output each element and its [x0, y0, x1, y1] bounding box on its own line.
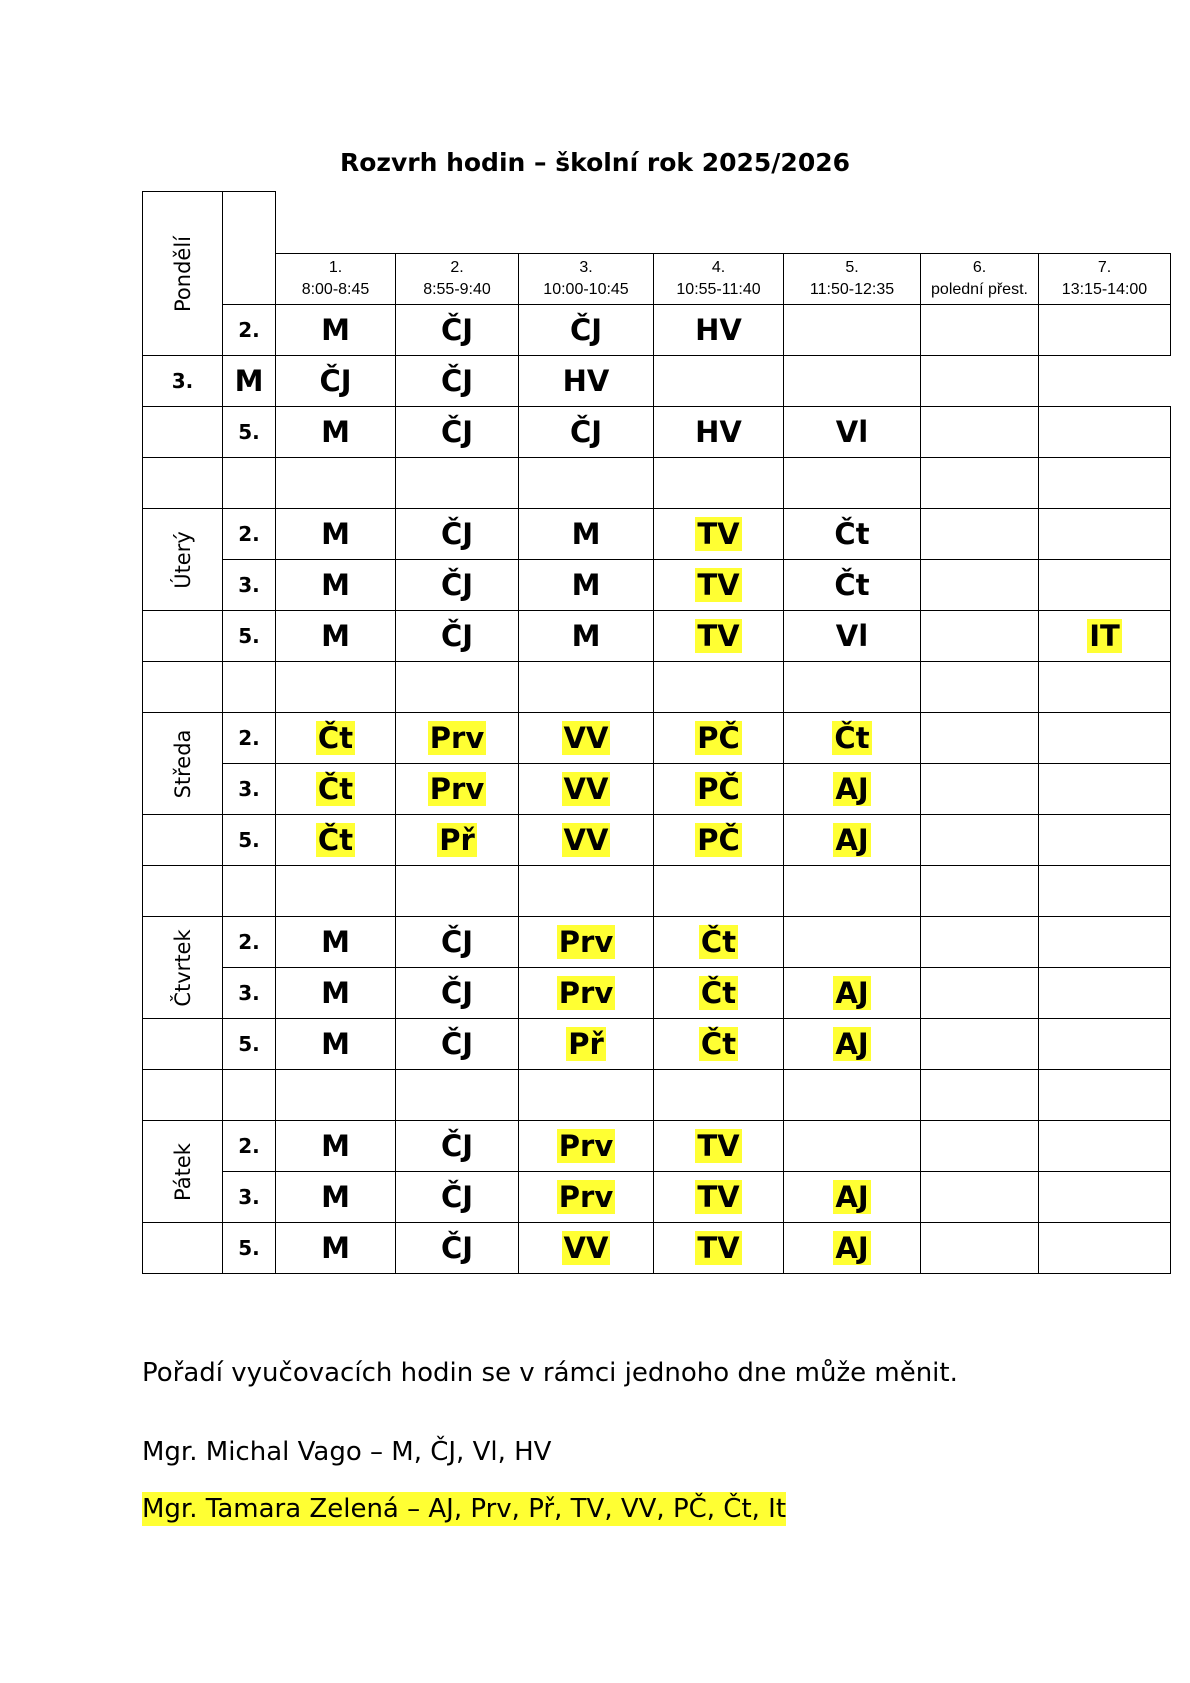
lesson-row: [143, 764, 1171, 815]
lesson-cell: [396, 1172, 519, 1223]
lesson-cell: [921, 917, 1039, 968]
lesson-cell: [784, 611, 921, 662]
lesson-cell: [784, 815, 921, 866]
subject-label: PČ: [697, 721, 740, 755]
lesson-cell: [1039, 611, 1171, 662]
gap-cell: [921, 1070, 1039, 1121]
subject-label: M: [321, 1027, 350, 1061]
lesson-row: [143, 1019, 1171, 1070]
lesson-cell: [396, 509, 519, 560]
subject-label: Prv: [558, 976, 614, 1010]
subject-label: M: [571, 568, 601, 602]
lesson-cell: [519, 356, 654, 407]
lesson-cell: [921, 815, 1039, 866]
lesson-cell: [396, 764, 519, 815]
period-header: [921, 254, 1039, 305]
grade-cell: 3.: [223, 764, 276, 815]
subject-label: TV: [697, 1231, 740, 1265]
day-label: Středa: [170, 729, 195, 798]
day-cell: [143, 713, 223, 815]
subject-label: M: [321, 568, 350, 602]
lesson-cell: [784, 509, 921, 560]
subject-label: M: [321, 1129, 350, 1163]
lesson-cell: [784, 713, 921, 764]
gap-cell: [223, 1070, 276, 1121]
day-label: Úterý: [170, 530, 195, 589]
lesson-cell: [921, 1172, 1039, 1223]
period-time: polední přest.: [931, 281, 1028, 298]
lesson-cell: [1039, 764, 1171, 815]
subject-label: ČJ: [440, 1231, 474, 1265]
grade-header-cell: [223, 192, 276, 305]
lesson-cell: [276, 407, 396, 458]
subject-label: ČJ: [440, 925, 474, 959]
subject-label: TV: [697, 1129, 740, 1163]
lesson-cell: [276, 815, 396, 866]
day-blank-cell: [143, 815, 223, 866]
grade-cell: 5.: [223, 815, 276, 866]
lesson-cell: [784, 1223, 921, 1274]
day-label: Čtvrtek: [170, 928, 195, 1007]
subject-label: Čt: [700, 1027, 737, 1061]
period-header: [1039, 254, 1171, 305]
period-time: 10:00-10:45: [543, 281, 629, 298]
gap-cell: [223, 662, 276, 713]
day-label: Pondělí: [170, 235, 195, 312]
teacher-zelena: [142, 1494, 786, 1524]
top-blank: [276, 192, 1171, 254]
lesson-row: [143, 1223, 1171, 1274]
lesson-cell: [276, 764, 396, 815]
lesson-cell: [276, 1019, 396, 1070]
lesson-cell: [396, 968, 519, 1019]
lesson-cell: [276, 917, 396, 968]
lesson-cell: [519, 1019, 654, 1070]
lesson-cell: [654, 815, 784, 866]
lesson-cell: [1039, 407, 1171, 458]
subject-label: M: [321, 925, 350, 959]
subject-label: AJ: [835, 823, 869, 857]
lesson-cell: [784, 1121, 921, 1172]
lesson-row: [143, 1172, 1171, 1223]
period-header-row: [143, 254, 1171, 305]
period-time: 13:15-14:00: [1061, 281, 1148, 298]
grade-cell: 3.: [223, 968, 276, 1019]
timetable: [142, 191, 1171, 1274]
gap-cell: [784, 866, 921, 917]
lesson-cell: [519, 1223, 654, 1274]
subject-label: AJ: [835, 1027, 869, 1061]
day-blank-cell: [143, 1019, 223, 1070]
page-title: Rozvrh hodin – školní rok 2025/2026: [339, 148, 851, 177]
lesson-cell: [396, 560, 519, 611]
subject-label: ČJ: [440, 619, 474, 653]
period-number: 6.: [972, 259, 987, 276]
lesson-cell: [276, 713, 396, 764]
lesson-cell: [921, 1223, 1039, 1274]
gap-cell: [143, 1070, 223, 1121]
lesson-cell: [276, 611, 396, 662]
lesson-row: [143, 968, 1171, 1019]
lesson-cell: [921, 611, 1039, 662]
grade-cell: 5.: [223, 1019, 276, 1070]
gap-cell: [921, 458, 1039, 509]
lesson-cell: [654, 560, 784, 611]
subject-label: HV: [562, 364, 610, 398]
lesson-cell: [276, 305, 396, 356]
period-number: 2.: [450, 259, 464, 276]
lesson-cell: [654, 968, 784, 1019]
gap-cell: [396, 662, 519, 713]
subject-label: M: [571, 619, 601, 653]
subject-label: M: [321, 1180, 350, 1214]
subject-label: M: [321, 619, 350, 653]
order-note: Pořadí vyučovacích hodin se v rámci jednoho dne může měnit.: [142, 1358, 958, 1388]
lesson-cell: [654, 356, 784, 407]
lesson-cell: [396, 1019, 519, 1070]
day-blank-cell: [143, 611, 223, 662]
lesson-cell: [276, 968, 396, 1019]
subject-label: IT: [1089, 619, 1120, 653]
lesson-cell: [921, 764, 1039, 815]
gap-cell: [654, 458, 784, 509]
lesson-cell: [784, 1019, 921, 1070]
subject-label: Př: [439, 823, 475, 857]
lesson-cell: [654, 407, 784, 458]
lesson-cell: [519, 764, 654, 815]
subject-label: AJ: [835, 976, 869, 1010]
lesson-cell: [519, 815, 654, 866]
subject-label: ČJ: [440, 1180, 474, 1214]
lesson-cell: [1039, 1172, 1171, 1223]
subject-label: Prv: [429, 721, 485, 755]
gap-cell: [276, 458, 396, 509]
lesson-cell: [519, 611, 654, 662]
gap-cell: [519, 662, 654, 713]
grade-cell: 2.: [223, 1121, 276, 1172]
subject-label: HV: [695, 313, 742, 347]
lesson-row: [143, 356, 1171, 407]
gap-cell: [784, 458, 921, 509]
day-cell: [143, 509, 223, 611]
lesson-cell: [519, 1121, 654, 1172]
gap-cell: [1039, 866, 1171, 917]
subject-label: TV: [697, 1180, 740, 1214]
lesson-cell: [519, 713, 654, 764]
grade-cell: 5.: [223, 611, 276, 662]
lesson-cell: [921, 560, 1039, 611]
lesson-cell: [276, 509, 396, 560]
gap-cell: [223, 866, 276, 917]
day-cell: [143, 192, 223, 356]
subject-label: AJ: [835, 1231, 869, 1265]
day-label: Pátek: [170, 1142, 195, 1201]
lesson-cell: [519, 560, 654, 611]
grade-cell: 3.: [143, 356, 223, 407]
lesson-cell: [921, 1121, 1039, 1172]
grade-cell: 5.: [223, 407, 276, 458]
lesson-cell: [921, 968, 1039, 1019]
lesson-cell: [396, 713, 519, 764]
gap-cell: [1039, 1070, 1171, 1121]
lesson-cell: [654, 1019, 784, 1070]
gap-row: [143, 866, 1171, 917]
lesson-cell: [1039, 305, 1171, 356]
subject-label: M: [321, 976, 350, 1010]
subject-label: HV: [695, 415, 742, 449]
gap-cell: [921, 662, 1039, 713]
period-time: 8:55-9:40: [423, 281, 491, 298]
lesson-row: [143, 713, 1171, 764]
lesson-cell: [654, 509, 784, 560]
gap-cell: [223, 458, 276, 509]
gap-cell: [654, 866, 784, 917]
lesson-cell: [1039, 560, 1171, 611]
subject-label: VV: [563, 721, 609, 755]
subject-label: VV: [563, 772, 609, 806]
lesson-cell: [396, 356, 519, 407]
grade-cell: 3.: [223, 560, 276, 611]
subject-label: Prv: [558, 1180, 614, 1214]
gap-cell: [519, 866, 654, 917]
grade-cell: 2.: [223, 509, 276, 560]
subject-label: ČJ: [440, 415, 474, 449]
lesson-cell: [276, 356, 396, 407]
period-header: [519, 254, 654, 305]
lesson-cell: [519, 305, 654, 356]
gap-cell: [654, 662, 784, 713]
lesson-cell: [396, 1121, 519, 1172]
period-header: [396, 254, 519, 305]
subject-label: VV: [563, 1231, 609, 1265]
lesson-cell: [784, 1172, 921, 1223]
lesson-cell: [921, 1019, 1039, 1070]
subject-label: ČJ: [319, 364, 352, 398]
subject-label: ČJ: [440, 1129, 474, 1163]
lesson-cell: [396, 815, 519, 866]
period-time: 11:50-12:35: [809, 281, 895, 298]
lesson-cell: [654, 764, 784, 815]
gap-row: [143, 458, 1171, 509]
grade-cell: 2.: [223, 305, 276, 356]
lesson-cell: [921, 305, 1039, 356]
lesson-cell: [276, 1121, 396, 1172]
gap-cell: [396, 458, 519, 509]
lesson-cell: [654, 917, 784, 968]
subject-label: Čt: [834, 517, 870, 551]
day-cell: [143, 917, 223, 1019]
gap-cell: [1039, 662, 1171, 713]
subject-label: Vl: [835, 415, 869, 449]
lesson-cell: [396, 611, 519, 662]
gap-cell: [1039, 458, 1171, 509]
lesson-cell: [784, 764, 921, 815]
period-number: 3.: [579, 259, 593, 276]
gap-cell: [143, 866, 223, 917]
lesson-row: [143, 305, 1171, 356]
subject-label: Čt: [834, 721, 870, 755]
lesson-cell: [276, 1223, 396, 1274]
subject-label: Prv: [558, 1129, 614, 1163]
subject-label: Čt: [317, 721, 354, 755]
subject-label: ČJ: [440, 364, 474, 398]
lesson-cell: [1039, 509, 1171, 560]
gap-cell: [276, 662, 396, 713]
gap-cell: [654, 1070, 784, 1121]
lesson-cell: [921, 713, 1039, 764]
gap-cell: [519, 458, 654, 509]
lesson-cell: [519, 1172, 654, 1223]
lesson-cell: [519, 509, 654, 560]
lesson-cell: [396, 1223, 519, 1274]
subject-label: Čt: [834, 568, 870, 602]
lesson-cell: [654, 305, 784, 356]
subject-label: M: [571, 517, 601, 551]
subject-label: Vl: [835, 619, 869, 653]
subject-label: Prv: [558, 925, 614, 959]
period-number: 4.: [711, 259, 726, 276]
lesson-cell: [784, 968, 921, 1019]
lesson-row: [143, 407, 1171, 458]
gap-cell: [784, 1070, 921, 1121]
subject-label: Prv: [429, 772, 485, 806]
subject-label: AJ: [835, 772, 869, 806]
gap-cell: [276, 1070, 396, 1121]
lesson-cell: [1039, 815, 1171, 866]
lesson-cell: [276, 1172, 396, 1223]
period-header: [654, 254, 784, 305]
subject-label: Čt: [317, 823, 354, 857]
lesson-cell: [396, 917, 519, 968]
subject-label: M: [321, 313, 350, 347]
lesson-cell: [784, 560, 921, 611]
lesson-cell: [1039, 1223, 1171, 1274]
gap-row: [143, 662, 1171, 713]
gap-cell: [396, 866, 519, 917]
grade-cell: 5.: [223, 1223, 276, 1274]
subject-label: ČJ: [440, 313, 474, 347]
gap-cell: [276, 866, 396, 917]
lesson-cell: [519, 407, 654, 458]
lesson-cell: [784, 356, 921, 407]
lesson-cell: [654, 1121, 784, 1172]
subject-label: VV: [563, 823, 609, 857]
day-blank-cell: [143, 1223, 223, 1274]
lesson-cell: [519, 968, 654, 1019]
lesson-row: [143, 1121, 1171, 1172]
grade-cell: 3.: [223, 1172, 276, 1223]
grade-cell: 2.: [223, 917, 276, 968]
lesson-cell: [519, 917, 654, 968]
subject-label: PČ: [697, 772, 740, 806]
day-cell: [143, 1121, 223, 1223]
subject-label: ČJ: [440, 517, 474, 551]
lesson-cell: [654, 1172, 784, 1223]
subject-label: PČ: [697, 823, 740, 857]
period-time: 8:00-8:45: [301, 281, 370, 298]
teacher-vago: Mgr. Michal Vago – M, ČJ, Vl, HV: [142, 1437, 552, 1467]
subject-label: Př: [568, 1027, 604, 1061]
lesson-cell: [1039, 1019, 1171, 1070]
lesson-cell: [396, 407, 519, 458]
lesson-cell: [1039, 713, 1171, 764]
subject-label: M: [321, 1231, 350, 1265]
lesson-cell: [654, 611, 784, 662]
period-number: 7.: [1097, 259, 1112, 276]
grade-cell: 2.: [223, 713, 276, 764]
subject-label: TV: [697, 619, 740, 653]
gap-cell: [519, 1070, 654, 1121]
gap-cell: [921, 866, 1039, 917]
subject-label: ČJ: [569, 313, 603, 347]
gap-cell: [784, 662, 921, 713]
lesson-cell: [784, 917, 921, 968]
lesson-row: [143, 611, 1171, 662]
gap-row: [143, 1070, 1171, 1121]
lesson-cell: [654, 713, 784, 764]
subject-label: TV: [697, 517, 740, 551]
lesson-cell: [784, 305, 921, 356]
lesson-cell: [654, 1223, 784, 1274]
subject-label: M: [321, 517, 350, 551]
lesson-cell: [921, 356, 1039, 407]
subject-label: M: [321, 415, 350, 449]
lesson-cell: [396, 305, 519, 356]
subject-label: Čt: [317, 772, 354, 806]
top-band-row: [143, 192, 1171, 254]
subject-label: Čt: [700, 976, 737, 1010]
subject-label: ČJ: [440, 568, 474, 602]
teacher-zelena-text: Mgr. Tamara Zelená – AJ, Prv, Př, TV, VV, PČ, Čt, It: [142, 1494, 787, 1524]
lesson-row: [143, 560, 1171, 611]
lesson-cell: [1039, 917, 1171, 968]
subject-label: ČJ: [440, 1027, 474, 1061]
lesson-cell: [784, 407, 921, 458]
lesson-cell: [1039, 968, 1171, 1019]
period-number: 5.: [845, 259, 859, 276]
period-header: [784, 254, 921, 305]
day-blank-cell: [143, 407, 223, 458]
lesson-cell: [1039, 1121, 1171, 1172]
subject-label: Čt: [700, 925, 737, 959]
subject-label: M: [234, 364, 264, 398]
subject-label: TV: [697, 568, 740, 602]
subject-label: ČJ: [440, 976, 474, 1010]
period-time: 10:55-11:40: [676, 281, 761, 298]
subject-label: ČJ: [569, 415, 603, 449]
lesson-cell: [223, 356, 276, 407]
gap-cell: [143, 458, 223, 509]
lesson-row: [143, 509, 1171, 560]
lesson-row: [143, 815, 1171, 866]
lesson-cell: [921, 509, 1039, 560]
lesson-cell: [921, 407, 1039, 458]
period-number: 1.: [328, 259, 343, 276]
subject-label: AJ: [835, 1180, 869, 1214]
gap-cell: [396, 1070, 519, 1121]
gap-cell: [143, 662, 223, 713]
lesson-cell: [276, 560, 396, 611]
period-header: [276, 254, 396, 305]
lesson-row: [143, 917, 1171, 968]
